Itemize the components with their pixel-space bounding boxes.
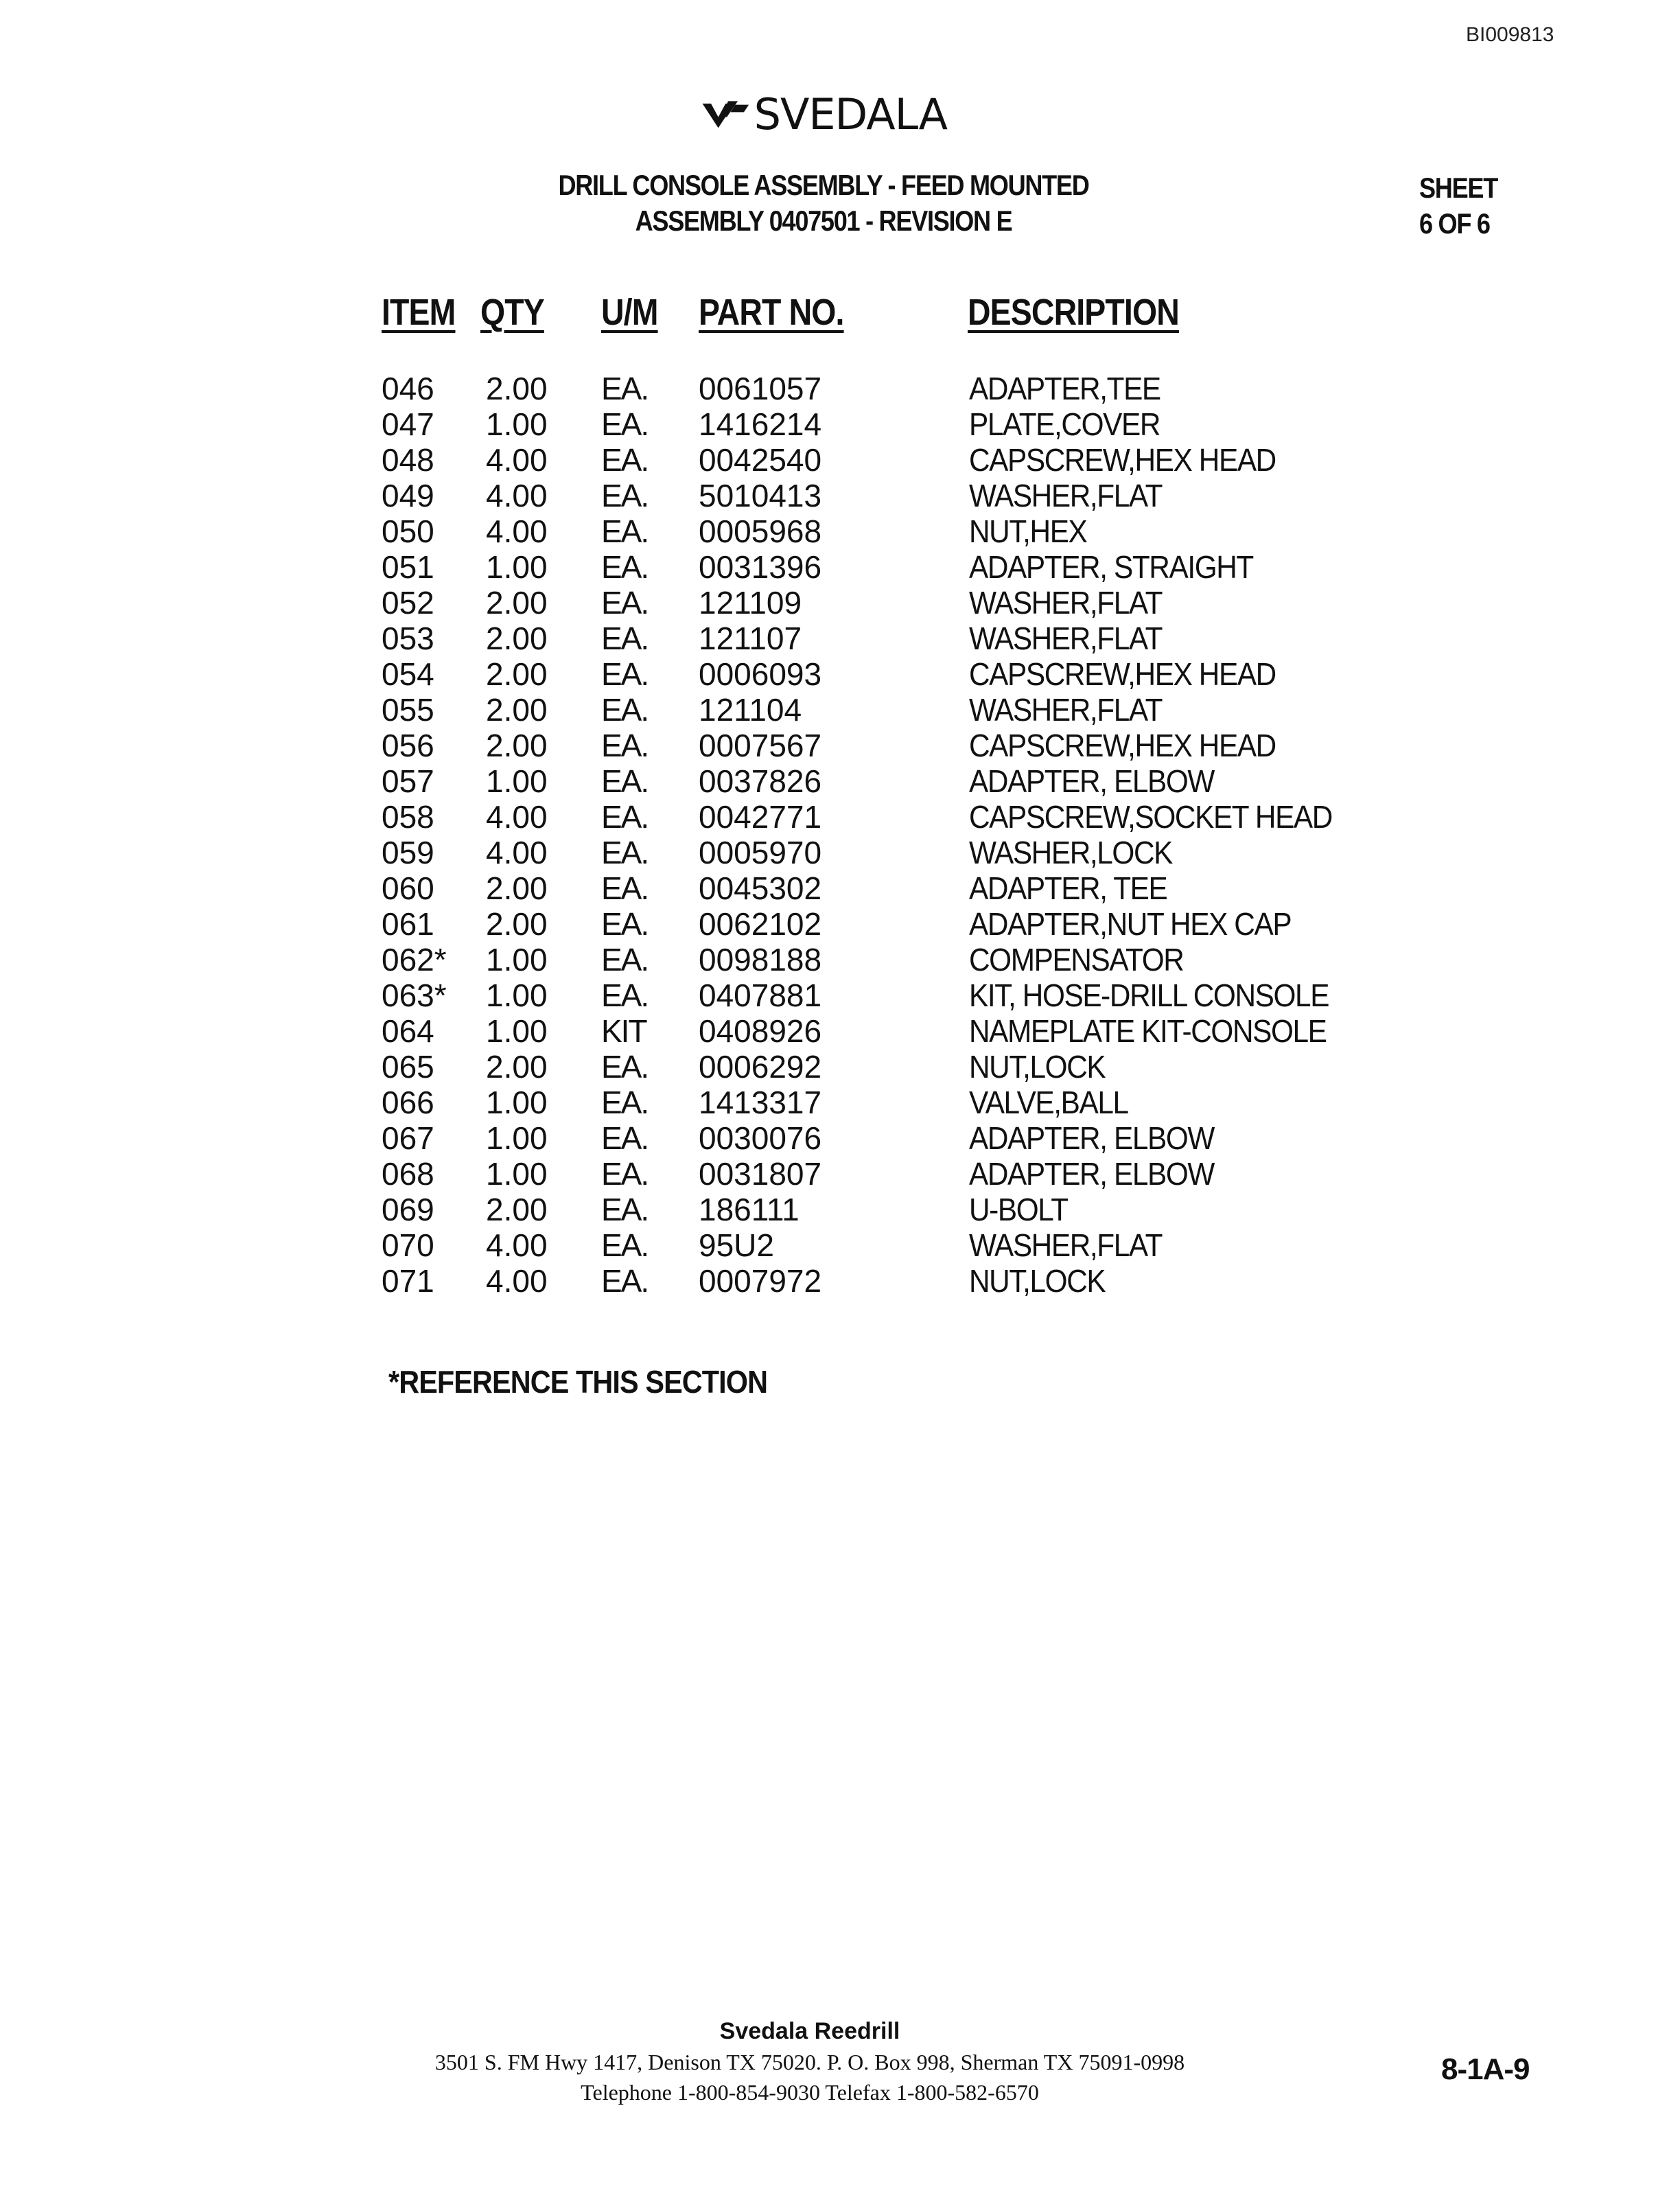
cell-um: EA. <box>601 799 649 835</box>
cell-qty: 1.00 <box>486 1013 548 1049</box>
table-row <box>0 621 1680 656</box>
cell-description: VALVE,BALL <box>969 1085 1128 1120</box>
cell-part-number: 0042540 <box>699 442 822 478</box>
footer-company: Svedala Reedrill <box>719 2018 900 2044</box>
table-row <box>0 763 1680 799</box>
table-row <box>0 585 1680 621</box>
cell-part-number: 1413317 <box>699 1085 822 1120</box>
table-row <box>0 656 1680 692</box>
cell-part-number: 0042771 <box>699 799 822 835</box>
cell-um: EA. <box>601 1263 649 1299</box>
cell-description: ADAPTER,NUT HEX CAP <box>969 906 1292 942</box>
cell-part-number: 0005968 <box>699 513 822 549</box>
cell-part-number: 0098188 <box>699 942 822 977</box>
title-line-2: ASSEMBLY 0407501 - REVISION E <box>635 205 1012 237</box>
cell-item: 047 <box>382 406 434 442</box>
cell-um: EA. <box>601 906 649 942</box>
cell-part-number: 0006093 <box>699 656 822 692</box>
cell-um: EA. <box>601 621 649 656</box>
cell-item: 068 <box>382 1156 434 1192</box>
cell-item: 063* <box>382 977 447 1013</box>
cell-part-number: 0407881 <box>699 977 822 1013</box>
table-row <box>0 549 1680 585</box>
table-row <box>0 1085 1680 1120</box>
cell-um: EA. <box>601 513 649 549</box>
cell-description: WASHER,FLAT <box>969 621 1163 656</box>
cell-description: CAPSCREW,SOCKET HEAD <box>969 799 1332 835</box>
cell-qty: 2.00 <box>486 621 548 656</box>
cell-qty: 4.00 <box>486 442 548 478</box>
table-row <box>0 1263 1680 1299</box>
cell-qty: 2.00 <box>486 1049 548 1085</box>
cell-qty: 1.00 <box>486 977 548 1013</box>
cell-part-number: 186111 <box>699 1192 800 1227</box>
cell-item: 052 <box>382 585 434 621</box>
column-header-um: U/M <box>601 292 658 333</box>
cell-qty: 2.00 <box>486 371 548 406</box>
cell-item: 050 <box>382 513 434 549</box>
cell-description: WASHER,LOCK <box>969 835 1173 870</box>
column-header-part: PART NO. <box>699 292 844 333</box>
cell-part-number: 0007972 <box>699 1263 822 1299</box>
cell-description: NAMEPLATE KIT-CONSOLE <box>969 1013 1327 1049</box>
table-row <box>0 1049 1680 1085</box>
cell-description: COMPENSATOR <box>969 942 1184 977</box>
cell-qty: 4.00 <box>486 835 548 870</box>
cell-um: EA. <box>601 1085 649 1120</box>
cell-um: EA. <box>601 656 649 692</box>
cell-um: EA. <box>601 942 649 977</box>
table-row <box>0 870 1680 906</box>
cell-um: EA. <box>601 442 649 478</box>
cell-um: EA. <box>601 692 649 728</box>
cell-item: 062* <box>382 942 447 977</box>
logo-text: SVEDALA <box>754 89 947 139</box>
cell-item: 057 <box>382 763 434 799</box>
cell-um: EA. <box>601 371 649 406</box>
sheet-value: 6 OF 6 <box>1419 207 1490 240</box>
cell-part-number: 121107 <box>699 621 802 656</box>
cell-qty: 2.00 <box>486 692 548 728</box>
cell-part-number: 0062102 <box>699 906 822 942</box>
document-id: BI009813 <box>1466 23 1554 46</box>
cell-qty: 1.00 <box>486 549 548 585</box>
table-row <box>0 1227 1680 1263</box>
cell-qty: 2.00 <box>486 906 548 942</box>
cell-qty: 1.00 <box>486 763 548 799</box>
cell-description: WASHER,FLAT <box>969 692 1163 728</box>
cell-item: 070 <box>382 1227 434 1263</box>
cell-item: 051 <box>382 549 434 585</box>
table-row <box>0 371 1680 406</box>
page-footer <box>343 2015 1276 2107</box>
cell-item: 060 <box>382 870 434 906</box>
table-row <box>0 835 1680 870</box>
cell-part-number: 0030076 <box>699 1120 822 1156</box>
cell-part-number: 95U2 <box>699 1227 774 1263</box>
cell-description: NUT,LOCK <box>969 1049 1106 1085</box>
cell-qty: 2.00 <box>486 656 548 692</box>
table-row <box>0 977 1680 1013</box>
cell-part-number: 0037826 <box>699 763 822 799</box>
cell-um: EA. <box>601 585 649 621</box>
cell-qty: 4.00 <box>486 799 548 835</box>
column-header-qty: QTY <box>480 292 544 333</box>
table-row <box>0 513 1680 549</box>
cell-um: EA. <box>601 835 649 870</box>
cell-item: 067 <box>382 1120 434 1156</box>
cell-item: 061 <box>382 906 434 942</box>
cell-part-number: 0045302 <box>699 870 822 906</box>
cell-qty: 1.00 <box>486 942 548 977</box>
footnote: *REFERENCE THIS SECTION <box>388 1364 768 1400</box>
column-header-item: ITEM <box>382 292 456 333</box>
cell-qty: 2.00 <box>486 585 548 621</box>
cell-qty: 1.00 <box>486 1120 548 1156</box>
cell-qty: 2.00 <box>486 870 548 906</box>
table-row <box>0 1192 1680 1227</box>
cell-um: EA. <box>601 549 649 585</box>
cell-qty: 1.00 <box>486 406 548 442</box>
table-row <box>0 1156 1680 1192</box>
cell-description: NUT,LOCK <box>969 1263 1106 1299</box>
cell-item: 054 <box>382 656 434 692</box>
cell-item: 066 <box>382 1085 434 1120</box>
footer-phone: Telephone 1-800-854-9030 Telefax 1-800-582-6570 <box>581 2080 1039 2105</box>
cell-qty: 4.00 <box>486 478 548 513</box>
cell-qty: 1.00 <box>486 1156 548 1192</box>
cell-item: 048 <box>382 442 434 478</box>
cell-item: 053 <box>382 621 434 656</box>
cell-part-number: 5010413 <box>699 478 822 513</box>
cell-item: 059 <box>382 835 434 870</box>
cell-um: EA. <box>601 1192 649 1227</box>
cell-um: EA. <box>601 478 649 513</box>
cell-um: EA. <box>601 763 649 799</box>
svedala-logo-icon <box>700 97 751 131</box>
cell-description: WASHER,FLAT <box>969 585 1163 621</box>
cell-description: ADAPTER, TEE <box>969 870 1167 906</box>
table-row <box>0 728 1680 763</box>
table-header <box>0 291 1680 339</box>
footer-address: 3501 S. FM Hwy 1417, Denison TX 75020. P. O. Box 998, Sherman TX 75091-0998 <box>434 2050 1185 2074</box>
cell-um: EA. <box>601 1156 649 1192</box>
table-row <box>0 442 1680 478</box>
cell-qty: 4.00 <box>486 513 548 549</box>
table-row <box>0 906 1680 942</box>
cell-um: EA. <box>601 406 649 442</box>
cell-description: ADAPTER, ELBOW <box>969 1156 1214 1192</box>
cell-um: EA. <box>601 1227 649 1263</box>
cell-part-number: 0061057 <box>699 371 822 406</box>
cell-qty: 4.00 <box>486 1263 548 1299</box>
cell-um: EA. <box>601 1049 649 1085</box>
cell-um: EA. <box>601 977 649 1013</box>
cell-item: 058 <box>382 799 434 835</box>
parts-list <box>0 371 1680 1299</box>
cell-description: ADAPTER, ELBOW <box>969 1120 1214 1156</box>
cell-part-number: 0005970 <box>699 835 822 870</box>
cell-item: 065 <box>382 1049 434 1085</box>
title-line-1: DRILL CONSOLE ASSEMBLY - FEED MOUNTED <box>558 169 1089 201</box>
table-row <box>0 1013 1680 1049</box>
cell-part-number: 0031807 <box>699 1156 822 1192</box>
cell-part-number: 0031396 <box>699 549 822 585</box>
cell-description: NUT,HEX <box>969 513 1087 549</box>
cell-part-number: 0408926 <box>699 1013 822 1049</box>
company-logo <box>700 86 947 141</box>
cell-qty: 1.00 <box>486 1085 548 1120</box>
cell-part-number: 0007567 <box>699 728 822 763</box>
cell-part-number: 121109 <box>699 585 802 621</box>
cell-description: CAPSCREW,HEX HEAD <box>969 728 1276 763</box>
table-row <box>0 692 1680 728</box>
cell-um: EA. <box>601 728 649 763</box>
page-number: 8-1A-9 <box>1441 2052 1530 2086</box>
cell-description: U-BOLT <box>969 1192 1068 1227</box>
cell-item: 071 <box>382 1263 434 1299</box>
cell-qty: 2.00 <box>486 728 548 763</box>
cell-item: 049 <box>382 478 434 513</box>
column-header-description: DESCRIPTION <box>968 292 1179 333</box>
cell-description: ADAPTER, STRAIGHT <box>969 549 1253 585</box>
table-row <box>0 406 1680 442</box>
cell-item: 064 <box>382 1013 434 1049</box>
cell-item: 056 <box>382 728 434 763</box>
cell-um: EA. <box>601 870 649 906</box>
cell-description: ADAPTER,TEE <box>969 371 1160 406</box>
table-row <box>0 799 1680 835</box>
sheet-indicator <box>1419 170 1502 242</box>
cell-item: 069 <box>382 1192 434 1227</box>
cell-description: PLATE,COVER <box>969 406 1160 442</box>
cell-part-number: 121104 <box>699 692 802 728</box>
cell-um: KIT <box>601 1013 646 1049</box>
cell-description: CAPSCREW,HEX HEAD <box>969 442 1276 478</box>
cell-qty: 4.00 <box>486 1227 548 1263</box>
table-row <box>0 1120 1680 1156</box>
document-title <box>469 167 1178 239</box>
cell-description: WASHER,FLAT <box>969 478 1163 513</box>
cell-description: KIT, HOSE-DRILL CONSOLE <box>969 977 1329 1013</box>
cell-um: EA. <box>601 1120 649 1156</box>
cell-part-number: 1416214 <box>699 406 822 442</box>
cell-item: 055 <box>382 692 434 728</box>
cell-part-number: 0006292 <box>699 1049 822 1085</box>
cell-description: WASHER,FLAT <box>969 1227 1163 1263</box>
table-row <box>0 478 1680 513</box>
cell-qty: 2.00 <box>486 1192 548 1227</box>
cell-description: ADAPTER, ELBOW <box>969 763 1214 799</box>
cell-description: CAPSCREW,HEX HEAD <box>969 656 1276 692</box>
table-row <box>0 942 1680 977</box>
sheet-label: SHEET <box>1419 172 1497 204</box>
cell-item: 046 <box>382 371 434 406</box>
